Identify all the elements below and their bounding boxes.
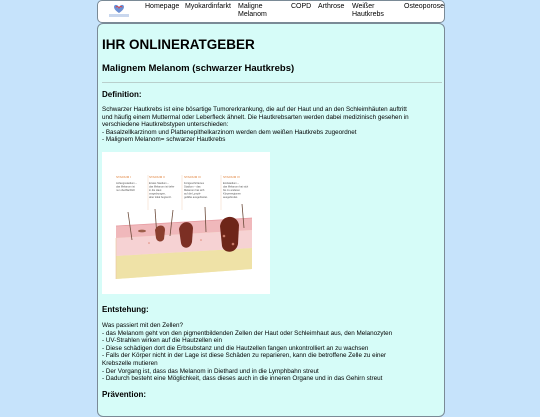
definition-line: und häufig einem Muttermal oder Leberfleck ähnelt. Die Hautkrebsarten werden dabei medizinisch gesehen in (102, 113, 409, 121)
site-logo[interactable] (106, 3, 132, 20)
stage-3-text: gefäße ausgebreitet. (184, 196, 208, 199)
entstehung-line: - UV-Strahlen wirken auf die Hautzellen ein (102, 337, 223, 345)
nav-osteoporose[interactable]: Osteoporose (404, 3, 445, 10)
stage-2-text: in die Haut (149, 189, 162, 192)
main-content (97, 23, 445, 417)
nav-copd[interactable]: COPD (291, 3, 312, 10)
nav-homepage[interactable]: Homepage (145, 3, 180, 10)
stage-4-text: ausgebreitet. (223, 196, 238, 199)
stage-4-text: Endstadium – (223, 182, 239, 185)
stage-3-text: auf die Lymph- (184, 192, 202, 196)
stage-1-text: das Melanom ist (116, 185, 135, 189)
stage-2-text: aber lokal begrenzt. (149, 196, 172, 199)
stage-4-text: bis zu anderen (223, 189, 241, 192)
stage-2-text: das Melanom ist tiefer (149, 185, 175, 189)
site-title: IHR ONLINERATGEBER (102, 37, 255, 52)
nav-arthrose[interactable]: Arthrose (318, 3, 345, 10)
stage-1-text: nur oberflächlich (116, 189, 136, 192)
praevention-heading: Prävention: (102, 390, 147, 399)
entstehung-line: Was passiert mit den Zellen? (102, 322, 183, 329)
top-navigation (97, 0, 445, 23)
entstehung-line: - Diese schädigen dort die Erbsubstanz und die Hautzellen fangen unkontrolliert an zu wachsen (102, 344, 369, 352)
stage-2-label: STADIUM II (149, 175, 165, 179)
stage-3-text: Fortgeschrittenes (184, 182, 205, 185)
stage-3-text: Stadium – das (184, 185, 201, 189)
stage-2-text: Erstes Stadium – (149, 182, 169, 185)
definition-line: verschiedene Hautkrebstypen unterschieden: (102, 121, 229, 129)
stage-3-text: Melanom hat sich (184, 189, 205, 192)
stage-4-label: STADIUM IV (223, 175, 240, 179)
nav-maligne-melanom[interactable]: Maligne Melanom (238, 3, 267, 18)
stage-3-label: STADIUM III (184, 175, 201, 179)
entstehung-line: - Dadurch besteht eine Möglichkeit, dass dieses auch in die inneren Organe und in das Gehirn streut (102, 375, 383, 383)
definition-line: - Malignem Melanom= schwarzer Hautkrebs (102, 136, 226, 144)
stage-4-text: Körperregionen (223, 192, 241, 196)
melanoma-stages-illustration (102, 152, 270, 294)
definition-line: - Basalzellkarzinom und Plattenepithelkarzinom werden dem weißen Hautkrebs zugeordnet (102, 128, 357, 136)
entstehung-heading: Entstehung: (102, 305, 149, 314)
stage-1-text: Anfangsstadium – (116, 182, 137, 185)
entstehung-line: - Der Vorgang ist, dass das Melanom in Diethard und in die Lymphbahn streut (102, 367, 319, 375)
definition-heading: Definition: (102, 90, 142, 99)
entstehung-line: Krebszelle mutieren (102, 360, 158, 367)
stage-2-text: vorgedrungen, (149, 192, 166, 196)
stage-1-label: STADIUM I (116, 175, 131, 179)
definition-line: Schwarzer Hautkrebs ist eine bösartige Tumorerkrankung, die auf der Haut und an den Schleimhäuten auftritt (102, 106, 407, 113)
entstehung-line: - Falls der Körper nicht in der Lage ist diese Schäden zu reparieren, kann die betroffene Zelle zu einer (102, 352, 387, 360)
nav-myokardinfarkt[interactable]: Myokardinfarkt (185, 3, 231, 10)
divider (102, 82, 442, 83)
page-title: Malignem Melanom (schwarzer Hautkrebs) (102, 63, 295, 74)
stage-4-text: das Melanom hat sich (223, 185, 249, 189)
nav-weisser-hautkrebs[interactable]: Weißer Hautkrebs (352, 3, 384, 18)
entstehung-line: - das Melanom geht von den pigmentbildenden Zellen der Haut oder Schleimhaut aus, den Melanozyten (102, 329, 393, 337)
